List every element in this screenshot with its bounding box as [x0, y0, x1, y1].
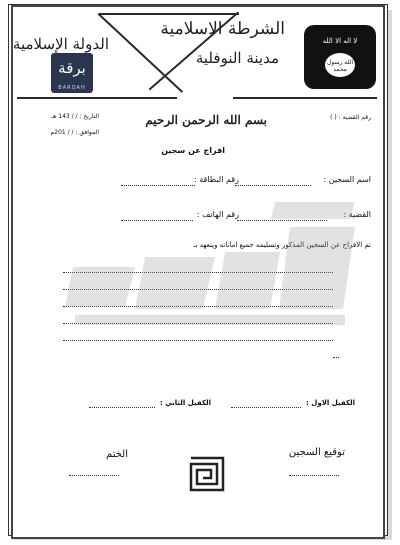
id-number-label: رقم البطاقة : — [194, 175, 239, 184]
case-label: القضية : — [343, 210, 371, 219]
prisoner-signature-label: توقيع السجين — [288, 447, 345, 458]
logo-glyph: برقة — [58, 59, 86, 77]
case-number: رقم القضية : ( ) — [330, 114, 371, 121]
phone-label: رقم الهاتف : — [196, 210, 239, 219]
date-gregorian: الموافق : / / 201م — [50, 129, 99, 136]
document-frame — [11, 5, 385, 539]
header-right-bottom-line — [233, 97, 377, 99]
state-title: الدولة الإسلامية — [12, 35, 109, 53]
header-top-line — [99, 13, 239, 15]
first-sponsor-line[interactable] — [231, 407, 301, 408]
watermark-logo — [65, 197, 365, 347]
flag-text: لا اله الا الله — [322, 37, 358, 45]
release-statement: تم الافراج عن السجين المذكور وتسليمه جميع اماناته ويتعهد بـ — [193, 241, 371, 249]
flag-seal — [325, 53, 355, 77]
second-sponsor-line[interactable] — [89, 407, 155, 408]
commitment-line-6[interactable] — [333, 357, 339, 358]
document-title: افراج عن سجين — [161, 146, 225, 155]
city-name: مدينة النوفلية — [195, 49, 279, 67]
kufic-emblem — [187, 454, 227, 494]
stamp-label: الختم — [106, 449, 128, 460]
second-sponsor-label: الكفيل الثاني : — [159, 399, 211, 407]
id-number-line[interactable] — [121, 185, 195, 186]
flag-seal-text: الله رسول محمد — [327, 59, 353, 73]
prisoner-name-line[interactable] — [235, 185, 311, 186]
stamp-line[interactable] — [69, 475, 119, 476]
logo-caption: BARQAH — [58, 85, 86, 91]
header-bottom-line — [17, 97, 177, 99]
barqah-logo — [51, 53, 93, 93]
first-sponsor-label: الكفيل الاول : — [306, 399, 355, 407]
prisoner-name-label: اسم السجين : — [323, 175, 371, 184]
black-flag-emblem — [304, 25, 376, 89]
basmala: بسم الله الرحمن الرحيم — [145, 113, 267, 127]
date-hijri: التاريخ : / / 143 هـ — [51, 113, 99, 120]
prisoner-signature-line[interactable] — [289, 475, 339, 476]
police-title: الشرطة الاسلامية — [160, 19, 285, 39]
